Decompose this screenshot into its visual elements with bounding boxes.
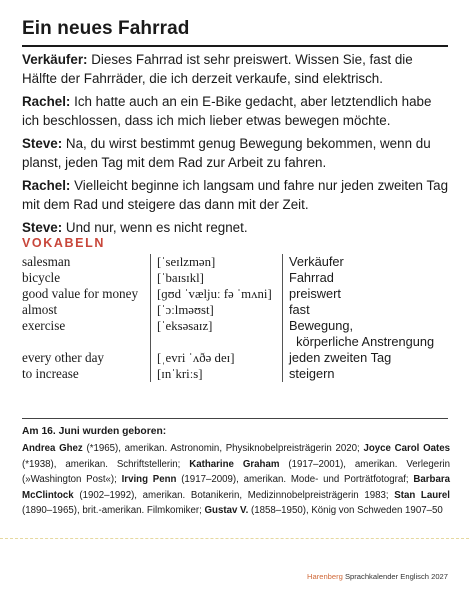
tear-line: [0, 538, 469, 539]
dialogue: [22, 51, 450, 243]
vocab-german: fast: [282, 302, 310, 318]
dialogue-line: [22, 177, 450, 214]
vocab-english: good value for money: [22, 286, 139, 301]
section-divider: [22, 418, 448, 419]
person-name: Barbara McClintock: [22, 474, 450, 501]
dialogue-text: Dieses Fahrrad ist sehr preiswert. Wissen Sie, fast die Hälfte der Fahrräder, die ich derzeit verkaufe, sind elektrisch.: [22, 52, 413, 86]
title-divider: [22, 45, 448, 47]
vocab-ipa: [150, 334, 282, 350]
person-info: (*1965), amerikan. Astronomin, Physiknobelpreisträgerin 2020;: [82, 443, 364, 454]
birthdays-list: [22, 441, 450, 519]
speaker-name: Rachel:: [22, 178, 71, 193]
vocab-row: [22, 366, 448, 382]
person-info: (*1938), amerikan. Schriftstellerin;: [22, 458, 190, 470]
speaker-name: Rachel:: [22, 94, 71, 109]
dialogue-text: Und nur, wenn es nicht regnet.: [62, 220, 248, 235]
vocab-row: [22, 334, 448, 350]
brand-name: Harenberg: [306, 572, 343, 581]
dialogue-text: Vielleicht beginne ich langsam und fahre nur jeden zweiten Tag mit dem Rad und steigere das dann mit der Zeit.: [22, 178, 449, 212]
vocab-row: [22, 318, 448, 334]
vocab-german: Bewegung,: [282, 318, 353, 334]
vocab-english: [22, 334, 150, 350]
vocab-english: every other day: [22, 350, 105, 365]
person-name: Andrea Ghez: [22, 443, 83, 454]
vocab-german: steigern: [282, 366, 335, 382]
dialogue-line: [22, 93, 450, 130]
person-info: (1917–2001), amerikan. Verlegerin (»Washington Post«);: [22, 458, 450, 486]
vocab-ipa: [ˈbaɪsɪkl]: [150, 270, 282, 286]
dialogue-line: [22, 219, 450, 238]
person-name: Gustav V.: [204, 505, 249, 517]
vocab-ipa: [ɡʊd ˈvæljuː fə ˈmʌni]: [150, 286, 282, 302]
person-info: (1902–1992), amerikan. Botanikerin, Medizinnobelpreisträgerin 1983;: [73, 489, 395, 501]
vocab-row: [22, 270, 448, 286]
vocab-row: [22, 302, 448, 318]
vocab-ipa: [ˈɔːlməʊst]: [150, 302, 282, 318]
vocab-german: jeden zweiten Tag: [282, 350, 391, 366]
dialogue-text: Ich hatte auch an ein E-Bike gedacht, aber letztendlich habe ich beschlossen, dass ich mich lieber etwas bewegen möchte.: [22, 94, 432, 128]
speaker-name: Steve:: [22, 220, 63, 235]
person-info: (1890–1965), brit.-amerikan. Filmkomiker;: [22, 505, 205, 517]
vocab-ipa: [ˈeksəsaɪz]: [150, 318, 282, 334]
vocab-german: Fahrrad: [282, 270, 334, 286]
page-title: Ein neues Fahrrad: [22, 18, 190, 39]
vocab-table: [22, 254, 448, 382]
vocab-english: almost: [22, 302, 58, 317]
vocab-german: Verkäufer: [282, 254, 344, 270]
person-name: Katharine Graham: [189, 458, 280, 470]
vocab-ipa: [ɪnˈkriːs]: [150, 366, 282, 382]
footer-text: Sprachkalender Englisch 2027: [342, 572, 448, 581]
vocab-row: [22, 286, 448, 302]
vocab-english: bicycle: [22, 270, 61, 285]
person-info: (1858–1950), König von Schweden 1907–50: [248, 505, 443, 517]
vocab-english: exercise: [22, 318, 66, 333]
vocab-english: salesman: [22, 254, 71, 269]
birthdays-heading: Am 16. Juni wurden geboren:: [22, 426, 167, 437]
vocab-heading: VOKABELN: [22, 236, 105, 250]
person-name: Stan Laurel: [394, 489, 450, 501]
footer-credit: [307, 572, 448, 581]
vocab-english: to increase: [22, 366, 79, 381]
vocab-ipa: [ˌevri ˈʌðə deɪ]: [150, 350, 282, 366]
vocab-german: körperliche Anstrengung: [282, 334, 434, 350]
vocab-row: [22, 350, 448, 366]
speaker-name: Steve:: [22, 136, 63, 151]
dialogue-text: Na, du wirst bestimmt genug Bewegung bekommen, wenn du planst, jeden Tag mit dem Rad zur Arbeit zu fahren.: [22, 136, 431, 170]
dialogue-line: [22, 135, 450, 172]
person-info: (1917–2009), amerikan. Mode- und Porträtfotograf;: [176, 474, 414, 486]
person-name: Irving Penn: [121, 474, 177, 486]
speaker-name: Verkäufer:: [22, 52, 88, 67]
person-name: Joyce Carol Oates: [363, 443, 450, 454]
vocab-row: [22, 254, 448, 270]
dialogue-line: [22, 51, 450, 88]
vocab-ipa: [ˈseɪlzmən]: [150, 254, 282, 270]
vocab-german: preiswert: [282, 286, 341, 302]
